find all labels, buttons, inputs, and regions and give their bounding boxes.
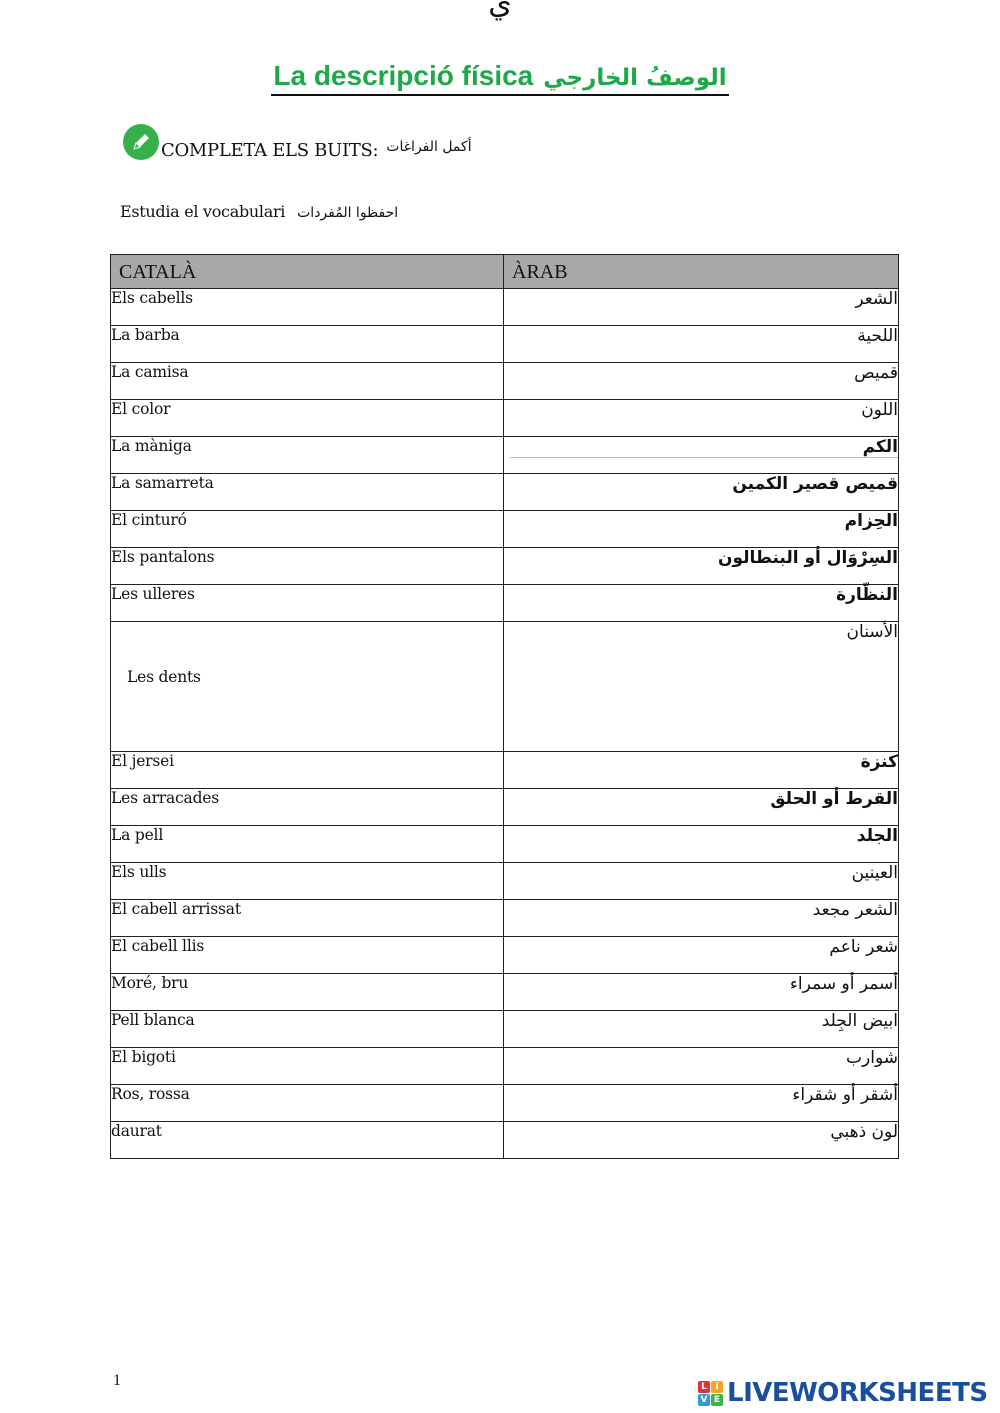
instruction xyxy=(123,122,472,162)
catalan-word: El cabell arrissat xyxy=(111,900,504,937)
catalan-word: Els ulls xyxy=(111,863,504,900)
arabic-word: اللحية xyxy=(504,326,899,363)
table-row xyxy=(111,585,899,622)
arabic-word: العينين xyxy=(504,863,899,900)
study-instruction xyxy=(120,202,398,221)
arabic-word: قميص قصير الكمين xyxy=(504,474,899,511)
liveworksheets-logo[interactable] xyxy=(698,1378,988,1408)
arabic-word: السِرْوَال أو البنطالون xyxy=(504,548,899,585)
instruction-text: COMPLETA ELS BUITS: xyxy=(161,139,379,161)
title-arabic: الوصفُ الخارجي xyxy=(543,65,727,91)
top-glyph: ي xyxy=(488,0,512,21)
brand-name: LIVEWORKSHEETS xyxy=(727,1378,988,1408)
catalan-word: La barba xyxy=(111,326,504,363)
arabic-word: اللون xyxy=(504,400,899,437)
logo-tile: E xyxy=(711,1394,723,1406)
catalan-word: Les dents xyxy=(111,622,504,752)
table-row xyxy=(111,289,899,326)
catalan-word: Moré, bru xyxy=(111,974,504,1011)
table-row xyxy=(111,863,899,900)
catalan-word: Les ulleres xyxy=(111,585,504,622)
title-catalan: La descripció física xyxy=(273,60,534,91)
arabic-word xyxy=(504,437,899,474)
catalan-word: Els cabells xyxy=(111,289,504,326)
arabic-word: الجلد xyxy=(504,826,899,863)
logo-tile: V xyxy=(698,1394,710,1406)
table-row xyxy=(111,548,899,585)
table-row xyxy=(111,1085,899,1122)
catalan-word: Les arracades xyxy=(111,789,504,826)
table-row xyxy=(111,363,899,400)
catalan-word: La camisa xyxy=(111,363,504,400)
arabic-word: ابيض الجِلد xyxy=(504,1011,899,1048)
table-row xyxy=(111,1122,899,1159)
logo-tile: i xyxy=(711,1381,723,1393)
table-row xyxy=(111,437,899,474)
arabic-word: قميص xyxy=(504,363,899,400)
instruction-text-arabic: أكمل الفراغات xyxy=(386,139,472,155)
table-row xyxy=(111,789,899,826)
arabic-word: أسمر أو سمراء xyxy=(504,974,899,1011)
table-row xyxy=(111,826,899,863)
catalan-word: La màniga xyxy=(111,437,504,474)
catalan-word: El cinturó xyxy=(111,511,504,548)
table-header-row xyxy=(111,255,899,289)
arabic-word: النظّارة xyxy=(504,585,899,622)
arabic-word: أشقر أو شقراء xyxy=(504,1085,899,1122)
study-text-arabic: احفظوا المُفردات xyxy=(297,205,399,221)
brand-logo-icon xyxy=(698,1381,723,1406)
pencil-icon xyxy=(123,124,159,160)
arabic-word: شوارب xyxy=(504,1048,899,1085)
table-row xyxy=(111,622,899,752)
table-row xyxy=(111,900,899,937)
page-number: 1 xyxy=(113,1372,121,1389)
catalan-word: Ros, rossa xyxy=(111,1085,504,1122)
table-row xyxy=(111,752,899,789)
table-row xyxy=(111,1011,899,1048)
catalan-word: El cabell llis xyxy=(111,937,504,974)
catalan-word: La pell xyxy=(111,826,504,863)
logo-tile: L xyxy=(698,1381,710,1393)
title-underlined xyxy=(271,60,728,96)
catalan-word: El jersei xyxy=(111,752,504,789)
arabic-word: الشعر مجعد xyxy=(504,900,899,937)
cell-underline xyxy=(510,457,898,458)
table-row xyxy=(111,1048,899,1085)
vocabulary-table xyxy=(110,254,899,1159)
catalan-word: El bigoti xyxy=(111,1048,504,1085)
arabic-word: الأسنان xyxy=(504,622,899,752)
table-row xyxy=(111,937,899,974)
catalan-word: El color xyxy=(111,400,504,437)
table-row xyxy=(111,974,899,1011)
catalan-word: daurat xyxy=(111,1122,504,1159)
header-arabic: ÀRAB xyxy=(504,255,899,289)
study-text: Estudia el vocabulari xyxy=(120,202,286,221)
table-row xyxy=(111,326,899,363)
table-row xyxy=(111,474,899,511)
catalan-word: Els pantalons xyxy=(111,548,504,585)
arabic-word-text: الكم xyxy=(862,437,898,457)
page-title xyxy=(0,60,1000,96)
header-catalan: CATALÀ xyxy=(111,255,504,289)
table-row xyxy=(111,511,899,548)
table-row xyxy=(111,400,899,437)
arabic-word: شعر ناعم xyxy=(504,937,899,974)
arabic-word: الشعر xyxy=(504,289,899,326)
catalan-word: La samarreta xyxy=(111,474,504,511)
arabic-word: كنزة xyxy=(504,752,899,789)
arabic-word: لون ذهبي xyxy=(504,1122,899,1159)
arabic-word: القرط أو الحلق xyxy=(504,789,899,826)
arabic-word: الحِزام xyxy=(504,511,899,548)
catalan-word: Pell blanca xyxy=(111,1011,504,1048)
